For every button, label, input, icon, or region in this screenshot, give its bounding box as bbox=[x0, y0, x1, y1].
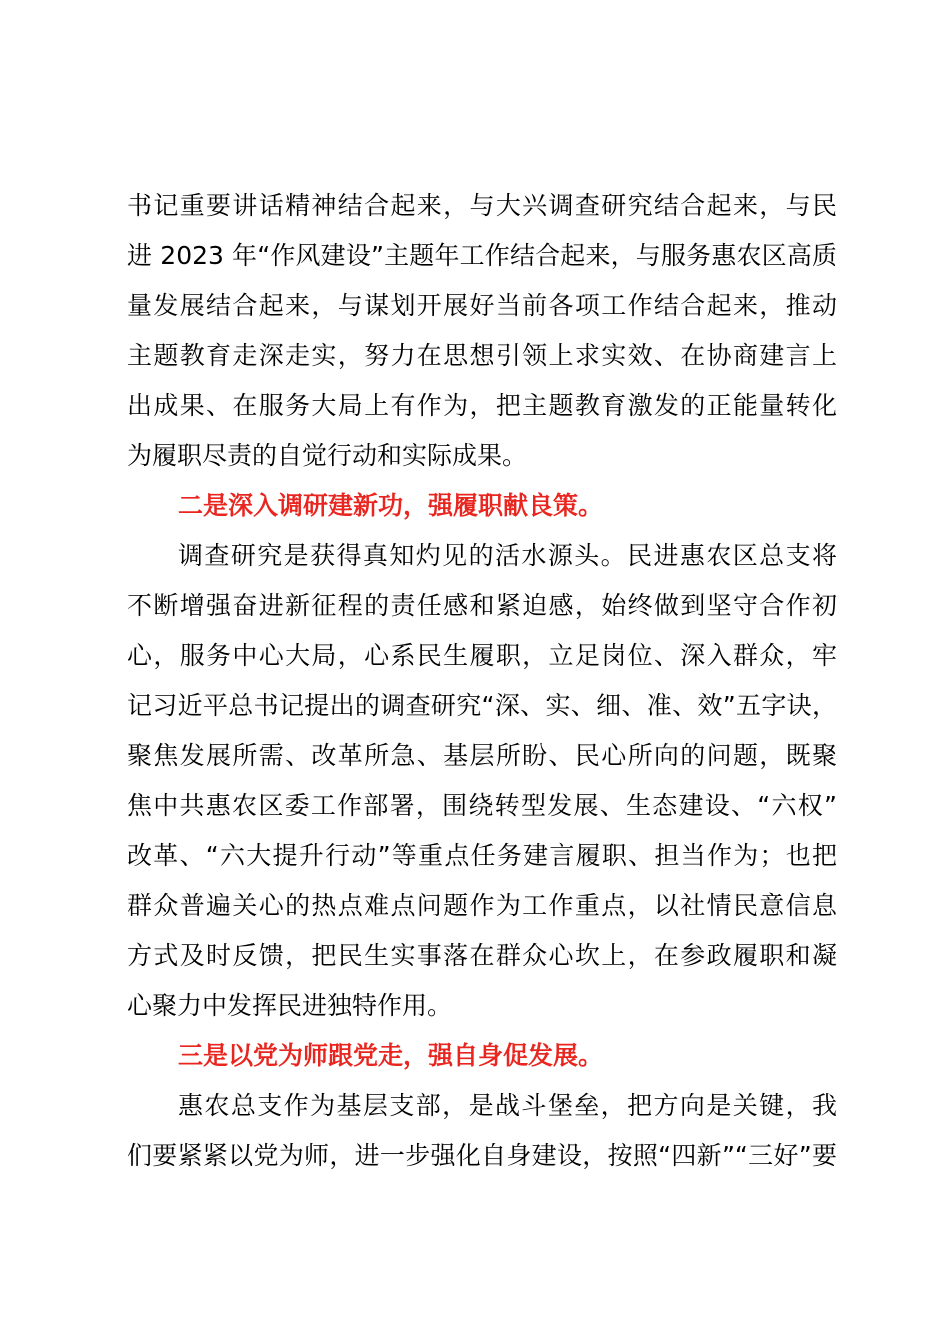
paragraph-2-line-7: 改革、“六大提升行动”等重点任务建言履职、担当作为；也把 bbox=[127, 841, 837, 870]
paragraph-2-line-2: 不断增强奋进新征程的责任感和紧迫感，始终做到坚守合作初 bbox=[127, 591, 837, 620]
paragraph-3-line-2: 们要紧紧以党为师，进一步强化自身建设，按照“四新”“三好”要 bbox=[127, 1141, 837, 1170]
paragraph-2-line-4: 记习近平总书记提出的调查研究“深、实、细、准、效”五字诀， bbox=[127, 691, 837, 720]
paragraph-1-line-5: 出成果、在服务大局上有作为，把主题教育激发的正能量转化 bbox=[127, 391, 837, 420]
paragraph-1-line-2: 进 2023 年“作风建设”主题年工作结合起来，与服务惠农区高质 bbox=[127, 241, 837, 270]
paragraph-3-line-1: 惠农总支作为基层支部，是战斗堡垒，把方向是关键，我 bbox=[178, 1091, 837, 1120]
paragraph-1-line-4: 主题教育走深走实，努力在思想引领上求实效、在协商建言上 bbox=[127, 341, 837, 370]
paragraph-2-line-9: 方式及时反馈，把民生实事落在群众心坎上，在参政履职和凝 bbox=[127, 941, 837, 970]
paragraph-1-line-1: 书记重要讲话精神结合起来，与大兴调查研究结合起来，与民 bbox=[127, 191, 837, 220]
paragraph-2-line-10: 心聚力中发挥民进独特作用。 bbox=[127, 991, 453, 1020]
paragraph-2-line-6: 焦中共惠农区委工作部署，围绕转型发展、生态建设、“六权” bbox=[127, 791, 837, 820]
section-heading-3: 三是以党为师跟党走，强自身促发展。 bbox=[178, 1041, 604, 1070]
paragraph-2-line-5: 聚焦发展所需、改革所急、基层所盼、民心所向的问题，既聚 bbox=[127, 741, 837, 770]
paragraph-1-line-3: 量发展结合起来，与谋划开展好当前各项工作结合起来，推动 bbox=[127, 291, 837, 320]
paragraph-2-line-8: 群众普遍关心的热点难点问题作为工作重点，以社情民意信息 bbox=[127, 891, 837, 920]
paragraph-2-line-1: 调查研究是获得真知灼见的活水源头。民进惠农区总支将 bbox=[178, 541, 837, 570]
paragraph-2-line-3: 心，服务中心大局，心系民生履职，立足岗位、深入群众，牢 bbox=[127, 641, 837, 670]
paragraph-1-line-6: 为履职尽责的自觉行动和实际成果。 bbox=[127, 441, 528, 470]
section-heading-2: 二是深入调研建新功，强履职献良策。 bbox=[178, 491, 604, 520]
